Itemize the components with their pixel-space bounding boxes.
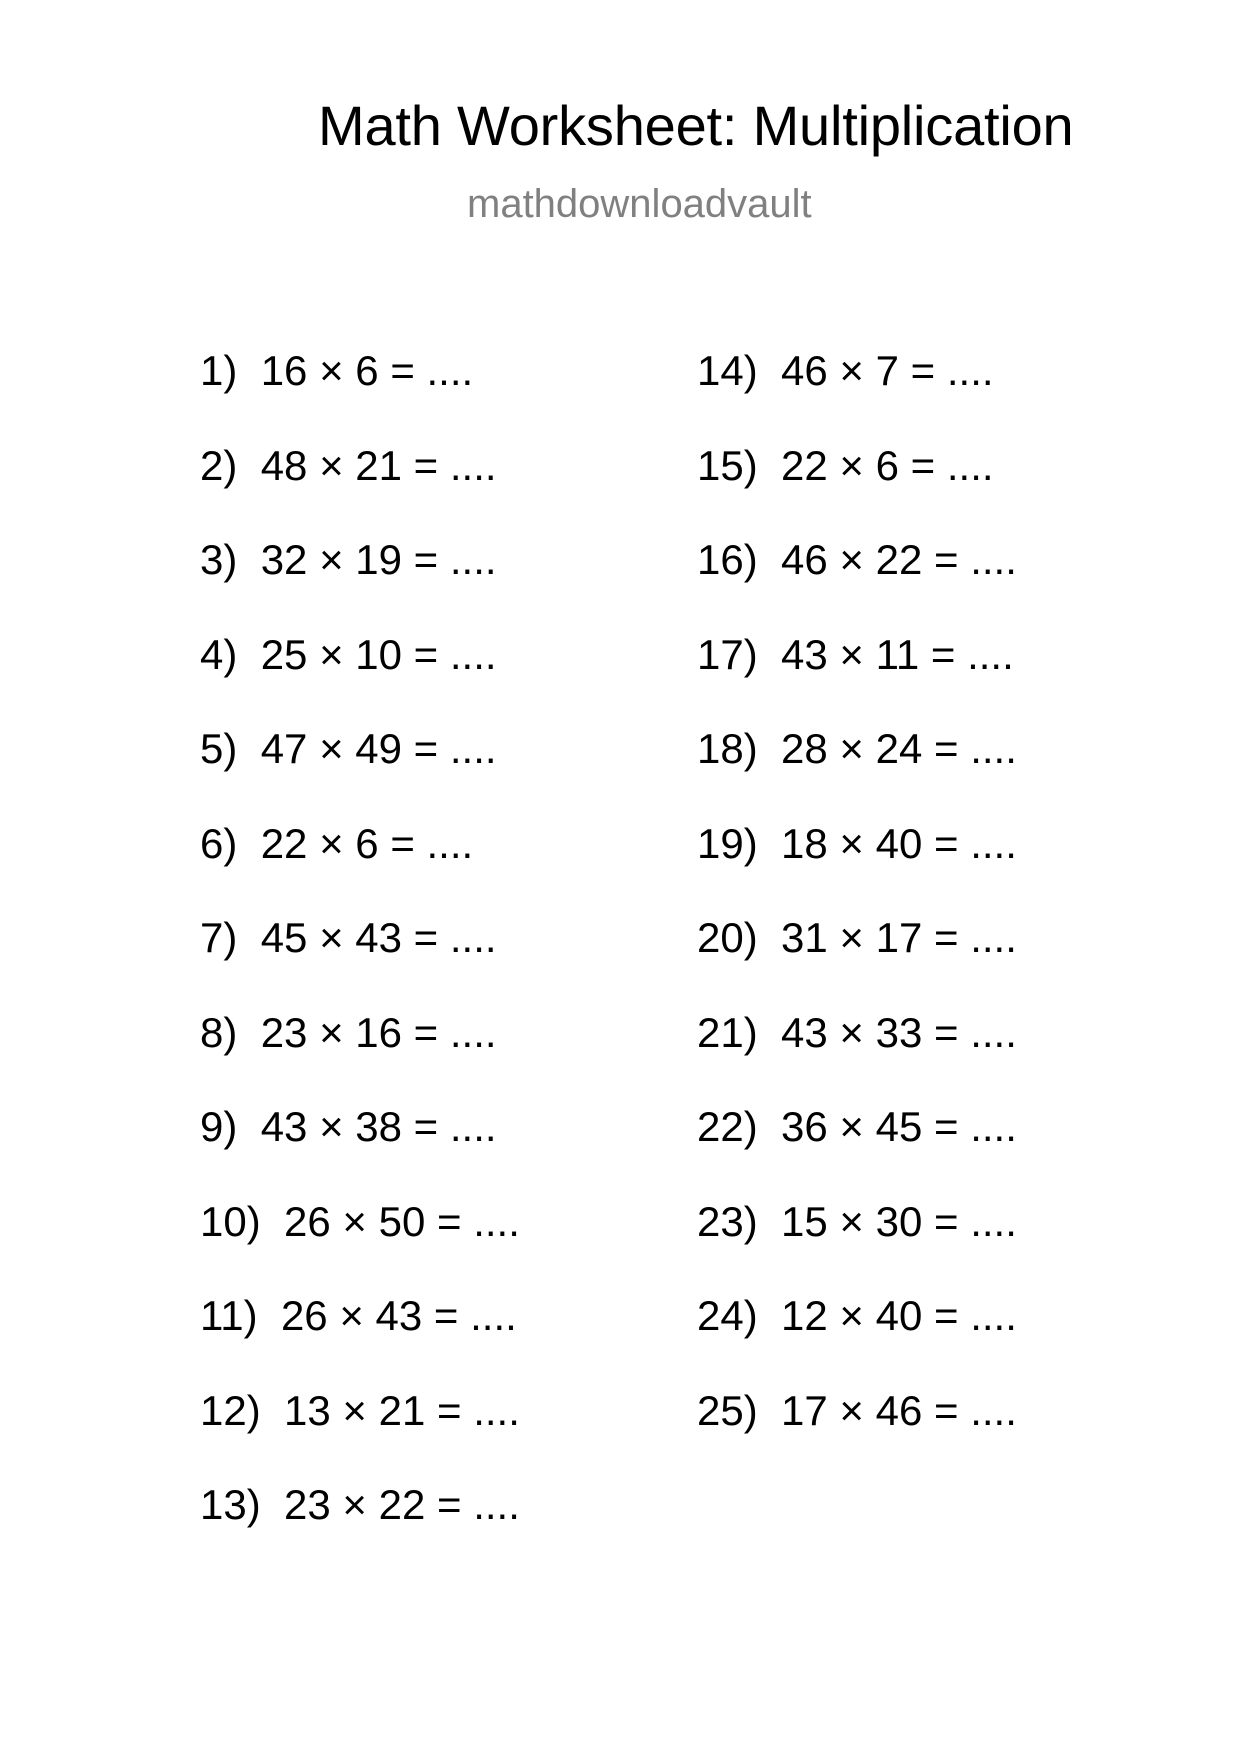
problem-expression: 26 × 43 = .... — [280, 1292, 517, 1339]
problem-number: 25) — [697, 1386, 758, 1434]
problem-item — [200, 1481, 520, 1579]
problem-number: 11) — [200, 1292, 258, 1339]
problem-number: 13) — [200, 1481, 261, 1528]
problem-number: 21) — [697, 1008, 758, 1056]
site-watermark: mathdownloadvault — [467, 182, 812, 226]
problem-item — [200, 819, 520, 918]
problem-item — [697, 1292, 1017, 1390]
problem-number: 23) — [697, 1197, 758, 1245]
problem-number: 3) — [200, 536, 238, 583]
problem-expression: 43 × 11 = .... — [781, 630, 1014, 678]
page-title: Math Worksheet: Multiplication — [318, 94, 1074, 157]
problem-expression: 43 × 33 = .... — [781, 1008, 1017, 1056]
problem-number: 10) — [200, 1197, 261, 1245]
problem-expression: 23 × 22 = .... — [284, 1481, 520, 1528]
problem-number: 8) — [200, 1008, 238, 1056]
problem-expression: 22 × 6 = .... — [260, 819, 474, 867]
problem-expression: 15 × 30 = .... — [781, 1197, 1017, 1245]
problem-expression: 48 × 21 = .... — [260, 441, 497, 489]
problem-item — [200, 914, 520, 1012]
problem-number: 9) — [200, 1103, 238, 1150]
problem-expression: 36 × 45 = .... — [781, 1103, 1017, 1150]
problem-number: 16) — [697, 536, 758, 583]
problem-expression: 32 × 19 = .... — [260, 536, 497, 583]
problem-number: 24) — [697, 1292, 758, 1339]
problem-number: 1) — [200, 347, 238, 394]
problem-expression: 23 × 16 = .... — [260, 1008, 497, 1056]
problem-item — [697, 347, 1017, 445]
problem-number: 19) — [697, 819, 758, 867]
problem-item — [200, 725, 520, 823]
problem-number: 17) — [697, 630, 758, 678]
problem-item — [200, 1292, 520, 1390]
problem-number: 5) — [200, 725, 238, 772]
problem-expression: 46 × 22 = .... — [781, 536, 1017, 583]
problem-expression: 16 × 6 = .... — [260, 347, 474, 394]
problem-item — [697, 1103, 1017, 1201]
problem-item — [200, 1103, 520, 1201]
problem-item — [697, 819, 1017, 918]
problem-expression: 12 × 40 = .... — [781, 1292, 1017, 1339]
problem-item — [200, 1008, 520, 1107]
problem-expression: 28 × 24 = .... — [781, 725, 1017, 772]
problem-number: 18) — [697, 725, 758, 772]
problem-item — [697, 914, 1017, 1012]
problem-item — [697, 1386, 1017, 1485]
problem-expression: 26 × 50 = .... — [284, 1197, 520, 1245]
problem-item — [200, 536, 520, 634]
problem-expression: 45 × 43 = .... — [260, 914, 497, 961]
problem-number: 7) — [200, 914, 238, 961]
problem-item — [697, 536, 1017, 634]
problem-column-left — [200, 347, 520, 1579]
problem-number: 4) — [200, 630, 238, 678]
problem-expression: 18 × 40 = .... — [781, 819, 1017, 867]
problem-number: 2) — [200, 441, 238, 489]
problem-expression: 17 × 46 = .... — [781, 1386, 1017, 1434]
problem-item — [697, 1008, 1017, 1107]
problem-number: 15) — [697, 441, 758, 489]
problem-item — [200, 1197, 520, 1296]
problem-column-right — [697, 347, 1017, 1484]
problem-expression: 47 × 49 = .... — [260, 725, 497, 772]
problem-item — [697, 441, 1017, 540]
problem-item — [697, 725, 1017, 823]
problem-item — [200, 1386, 520, 1485]
problem-item — [697, 630, 1017, 729]
problem-item — [200, 441, 520, 540]
problem-number: 6) — [200, 819, 238, 867]
problem-number: 12) — [200, 1386, 261, 1434]
problem-item — [200, 347, 520, 445]
problem-expression: 13 × 21 = .... — [284, 1386, 520, 1434]
problem-expression: 25 × 10 = .... — [260, 630, 497, 678]
problem-expression: 31 × 17 = .... — [781, 914, 1017, 961]
problem-number: 22) — [697, 1103, 758, 1150]
problem-item — [697, 1197, 1017, 1296]
problem-expression: 22 × 6 = .... — [781, 441, 994, 489]
problem-expression: 46 × 7 = .... — [781, 347, 994, 394]
problem-item — [200, 630, 520, 729]
problem-expression: 43 × 38 = .... — [260, 1103, 497, 1150]
problem-number: 20) — [697, 914, 758, 961]
problem-number: 14) — [697, 347, 758, 394]
